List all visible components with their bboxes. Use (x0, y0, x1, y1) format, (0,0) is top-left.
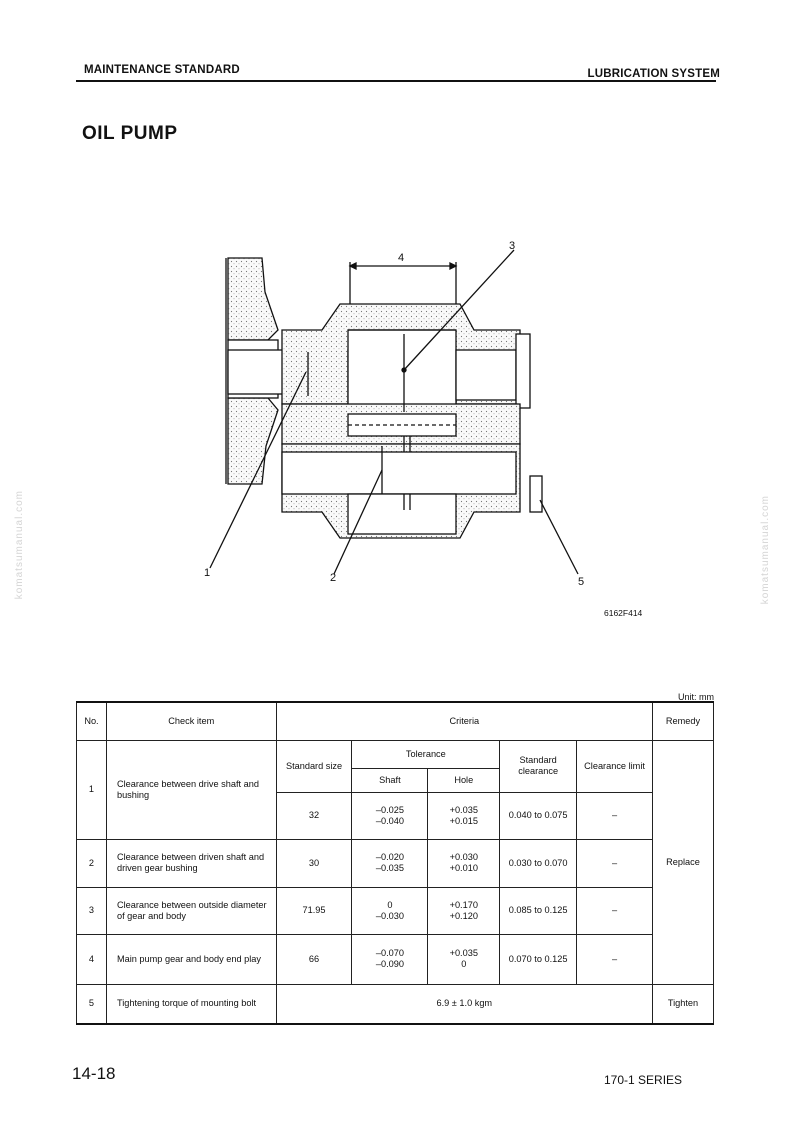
figure-id: 6162F414 (604, 608, 643, 618)
row5-item: Tightening torque of mounting bolt (106, 984, 276, 1024)
header-right: LUBRICATION SYSTEM (587, 68, 720, 80)
row4-no: 4 (77, 934, 107, 984)
header-tolerance: Tolerance (352, 740, 500, 768)
header-hole: Hole (428, 768, 500, 792)
row2-hole: +0.030 +0.010 (428, 839, 500, 887)
callout-1: 1 (204, 567, 211, 579)
header-clearance-limit: Clearance limit (577, 740, 653, 792)
row1-item: Clearance between drive shaft and bushing (106, 740, 276, 839)
row5-criteria: 6.9 ± 1.0 kgm (276, 984, 652, 1024)
row4-item: Main pump gear and body end play (106, 934, 276, 984)
row5-no: 5 (77, 984, 107, 1024)
callout-2: 2 (330, 572, 337, 584)
row2-no: 2 (77, 839, 107, 887)
row1-limit: – (577, 792, 653, 839)
row4-shaft: –0.070 –0.090 (352, 934, 428, 984)
page-number: 14-18 (72, 1064, 116, 1083)
header-left: MAINTENANCE STANDARD (84, 64, 240, 76)
watermark-right: komatsumanual.com (760, 495, 771, 605)
row4-hole: +0.035 0 (428, 934, 500, 984)
row2-std-clearance: 0.030 to 0.070 (500, 839, 577, 887)
header-criteria: Criteria (276, 702, 652, 740)
row3-limit: – (577, 887, 653, 934)
callout-3: 3 (509, 240, 516, 252)
row3-hole: +0.170 +0.120 (428, 887, 500, 934)
row3-shaft: 0 –0.030 (352, 887, 428, 934)
row3-size: 71.95 (276, 887, 352, 934)
header-remedy: Remedy (653, 702, 714, 740)
header-no: No. (77, 702, 107, 740)
row4-std-clearance: 0.070 to 0.125 (500, 934, 577, 984)
row2-size: 30 (276, 839, 352, 887)
header-standard-clearance: Standard clearance (500, 740, 577, 792)
row2-item: Clearance between driven shaft and driven gear bushing (106, 839, 276, 887)
callout-5: 5 (578, 576, 585, 588)
header-standard-size: Standard size (276, 740, 352, 792)
row5-remedy: Tighten (653, 984, 714, 1024)
row3-no: 3 (77, 887, 107, 934)
header-check-item: Check item (106, 702, 276, 740)
row3-std-clearance: 0.085 to 0.125 (500, 887, 577, 934)
header-shaft: Shaft (352, 768, 428, 792)
row1-hole: +0.035 +0.015 (428, 792, 500, 839)
page-title: OIL PUMP (82, 123, 178, 144)
row3-item: Clearance between outside diameter of gear and body (106, 887, 276, 934)
series-label: 170-1 SERIES (604, 1073, 683, 1087)
remedy-replace: Replace (653, 740, 714, 984)
maintenance-table (76, 701, 714, 1025)
row2-shaft: –0.020 –0.035 (352, 839, 428, 887)
row1-no: 1 (77, 740, 107, 839)
row4-size: 66 (276, 934, 352, 984)
dimension-label: 4 (398, 252, 405, 264)
row1-size: 32 (276, 792, 352, 839)
row1-std-clearance: 0.040 to 0.075 (500, 792, 577, 839)
row4-limit: – (577, 934, 653, 984)
row2-limit: – (577, 839, 653, 887)
unit-label: Unit: mm (678, 692, 714, 702)
watermark-left: komatsumanual.com (14, 490, 25, 600)
row1-shaft: –0.025 –0.040 (352, 792, 428, 839)
